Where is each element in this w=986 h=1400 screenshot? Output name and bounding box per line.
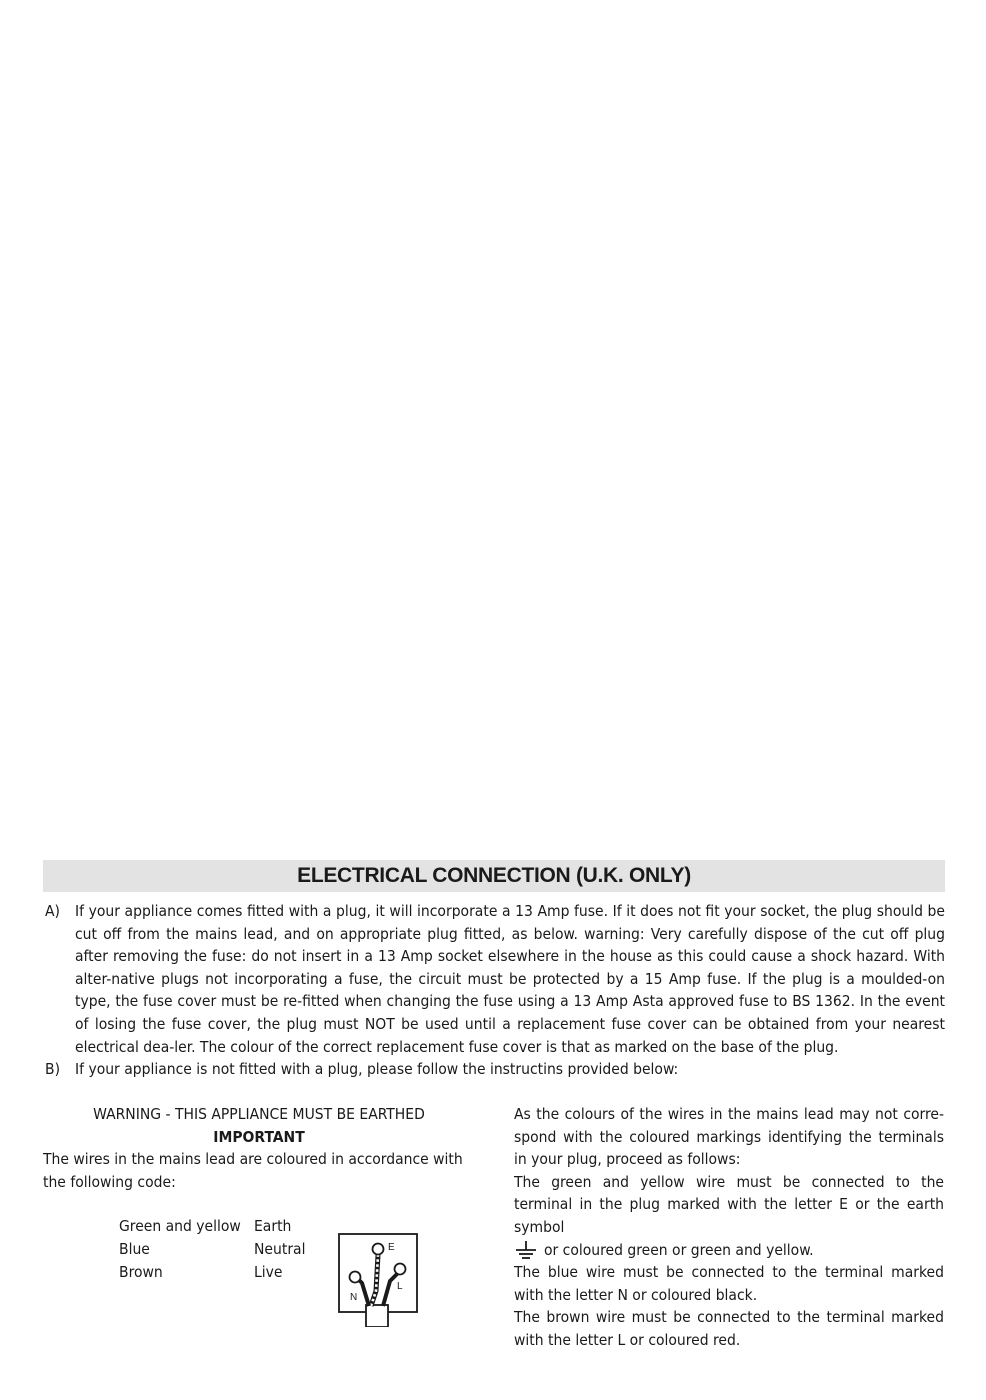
table-row — [119, 1261, 305, 1284]
wire-colour-table — [119, 1215, 305, 1284]
instruction-text: or coloured green or green and yellow. — [544, 1240, 814, 1259]
instruction-paragraph: The blue wire must be connected to the terminal marked with the letter N or coloured black. — [514, 1263, 944, 1304]
list-item-text: If your appliance is not fitted with a plug, please follow the instructins provided below: — [75, 1060, 679, 1079]
important-heading: IMPORTANT — [213, 1127, 305, 1146]
neutral-label: N — [350, 1292, 358, 1303]
wire-colour: Brown — [119, 1263, 163, 1281]
instruction-paragraph: The green and yellow wire must be connected to the terminal in the plug marked with the letter E or the earth symbol — [514, 1172, 944, 1236]
wire-colour: Green and yellow — [119, 1217, 241, 1235]
wire-colour: Blue — [119, 1240, 150, 1258]
live-terminal — [395, 1264, 406, 1275]
earthing-warning: WARNING - THIS APPLIANCE MUST BE EARTHED — [93, 1105, 425, 1123]
live-label: L — [397, 1281, 403, 1292]
wiring-code-column — [43, 1103, 475, 1303]
plug-wiring-diagram — [338, 1233, 420, 1327]
cable-sheath — [366, 1305, 388, 1327]
wire-meaning: Earth — [254, 1217, 292, 1235]
table-row — [119, 1238, 305, 1261]
neutral-terminal — [350, 1272, 361, 1283]
list-marker: A) — [45, 902, 60, 920]
list-item — [43, 900, 945, 1058]
earth-ground-icon — [514, 1241, 538, 1259]
section-title: ELECTRICAL CONNECTION (U.K. ONLY) — [43, 860, 945, 892]
instruction-paragraph: As the colours of the wires in the mains lead may not corre-spond with the coloured markings identifying the terminals in your plug, proceed as follows: — [514, 1105, 944, 1169]
list-item-text: If your appliance comes fitted with a plug, it will incorporate a 13 Amp fuse. If it does not fit your socket, the plug should be cut off from the mains lead, and on appropriate plug fitted, as below. warning: Very carefully dispose of the cut off plug after removing the fuse: do not insert in a 13 Amp socket elsewhere in the house as this could cause a shock hazard. With alter-native plugs not incorporating a fuse, the circuit must be protected by a 15 Amp fuse. If the plug is a moulded-on type, the fuse cover must be re-fitted when changing the fuse using a 13 Amp Asta approved fuse to BS 1362. In the event of losing the fuse cover, the plug must NOT be used until a replacement fuse cover can be obtained from your nearest electrical dea-ler. The colour of the correct replacement fuse cover is that as marked on the base of the plug. — [75, 902, 945, 1056]
wire-meaning: Neutral — [254, 1240, 306, 1258]
instruction-list — [43, 900, 945, 1081]
list-item — [43, 1058, 945, 1081]
instruction-paragraph: The brown wire must be connected to the terminal marked with the letter L or coloured red. — [514, 1308, 944, 1349]
earth-label: E — [388, 1242, 395, 1253]
table-row — [119, 1215, 305, 1238]
wire-meaning: Live — [254, 1263, 283, 1281]
earth-terminal — [373, 1244, 384, 1255]
connection-instructions — [514, 1103, 944, 1352]
list-marker: B) — [45, 1060, 61, 1079]
wire-code-intro: The wires in the mains lead are coloured in accordance with the following code: — [43, 1150, 463, 1191]
instruction-paragraph — [514, 1239, 944, 1262]
